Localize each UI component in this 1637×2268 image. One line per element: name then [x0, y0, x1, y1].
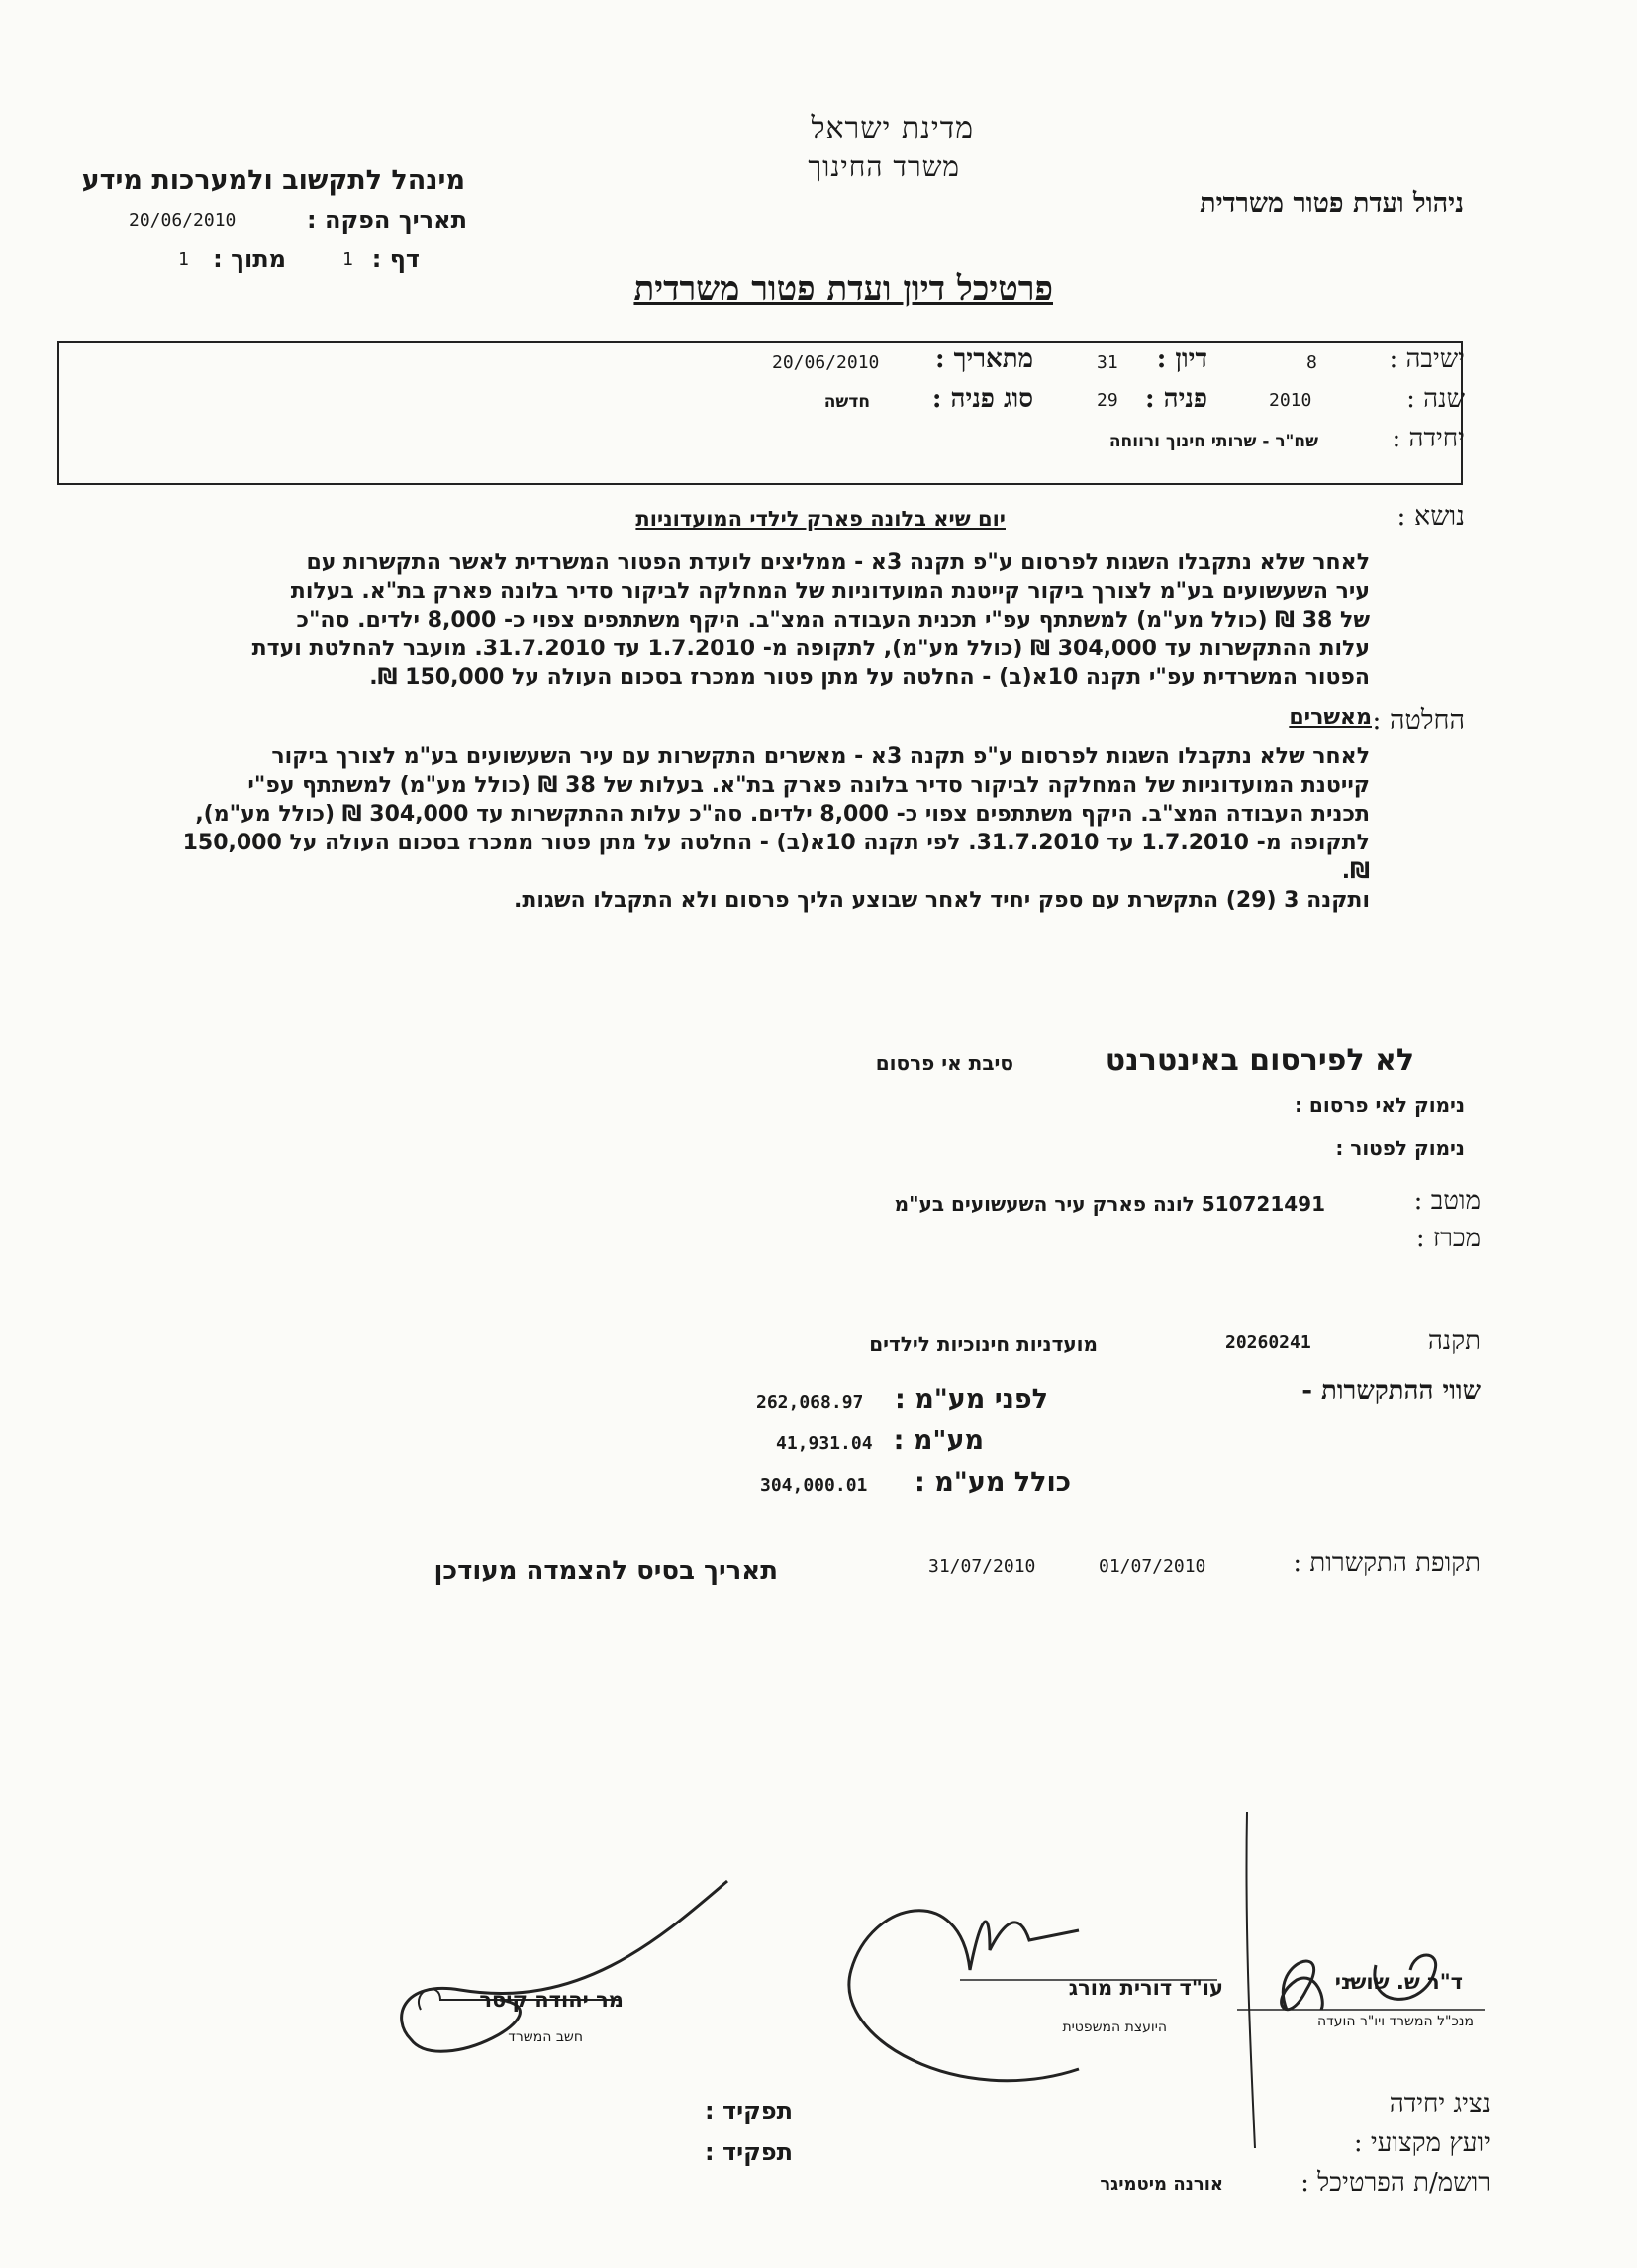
basis-date-label: תאריך בסיס להצמדה מעודכן [433, 1556, 778, 1586]
contract-value-label: שווי ההתקשרות - [1301, 1376, 1481, 1406]
signer-role-kaiser: חשב המשרד [508, 2029, 583, 2045]
of-num: 1 [178, 249, 189, 270]
signer-name-shoshani: ד"ר ש. שושני [1334, 1970, 1463, 1994]
subject-text [162, 548, 1370, 692]
meeting-value: 8 [1306, 352, 1317, 373]
state-name: מדינת ישראל [811, 111, 974, 146]
decision-line: לתקופה מ- 1.7.2010 עד 31.7.2010. לפי תקנה 10א(ב) - החלטה על מתן פטור ממכרז בסכום העולה על 150,000 ₪. [182, 831, 1370, 884]
discussion-label: דיון : [1156, 345, 1207, 374]
decision-line: תכנית העבודה המצ"ב. היקף משתתפים צפוי כ- 8,000 ילדים. סה"כ עלות ההתקשרות עד 304,000 ₪ (כולל מע"מ), [195, 802, 1370, 827]
subject-label: נושא : [1396, 501, 1465, 532]
clause-name: מועדניות חינוכיות לילדים [869, 1332, 1098, 1356]
decision-line: לאחר שלא נתקבלו השגות לפרסום ע"פ תקנה 3א - מאשרים התקשרות עם עיר השעשועים בע"מ לצורך ביקור [271, 744, 1370, 769]
signature-kaiser [381, 1861, 757, 2089]
signer-name-kaiser: מר יהודה קיסר [479, 1988, 624, 2012]
unit-label: יחידה : [1392, 424, 1465, 453]
from-date-value: 20/06/2010 [772, 352, 880, 373]
discussion-value: 31 [1097, 352, 1118, 373]
role-label-1: תפקיד : [705, 2097, 793, 2124]
decision-label: החלטה : [1372, 705, 1465, 736]
decision-title: מאשרים [1289, 705, 1372, 730]
tender-label: מכרז : [1415, 1224, 1481, 1253]
admin-name: מינהל לתקשוב ולמערכות מידע [81, 165, 465, 196]
before-vat-value: 262,068.97 [756, 1392, 864, 1413]
signer-role-morag: היועצת המשפטית [1062, 2020, 1167, 2035]
meeting-info-box [57, 341, 1463, 485]
recorder-label: רושמ/ת הפרטיכל : [1300, 2168, 1491, 2198]
issue-date: 20/06/2010 [129, 210, 237, 231]
page-label: דף : [371, 246, 420, 273]
role-label-2: תפקיד : [705, 2138, 793, 2166]
request-type-value: חדשה [823, 392, 870, 412]
clause-code: 20260241 [1225, 1332, 1311, 1353]
exemption-reason: נימוק לפטור : [1335, 1136, 1465, 1160]
request-value: 29 [1097, 390, 1118, 411]
beneficiary-value: 510721491 לונה פארק עיר השעשועים בע"מ [894, 1192, 1325, 1216]
beneficiary-label: מוטב : [1413, 1186, 1481, 1216]
vat-value: 41,931.04 [776, 1433, 873, 1454]
signer-name-morag: עו"ד דורית מורג [1068, 1976, 1223, 2000]
professional-advisor-label: יועץ מקצועי : [1353, 2128, 1491, 2158]
from-date-label: מתאריך : [935, 345, 1033, 374]
decision-line: קייטנת המועדוניות של המחלקה לביקור סדיר בלונה פארק בת"א. בעלות של 38 ₪ (כולל מע"מ) למשתתף עפ"י [247, 773, 1370, 798]
subject-line: עיר השעשועים בע"מ לצורך ביקור קייטנת המועדוניות של המחלקה לביקור סדיר בלונה פארק בת"א. בעלות [290, 579, 1370, 604]
incl-vat-value: 304,000.01 [760, 1475, 868, 1496]
subject-line: של 38 ₪ (כולל מע"מ) למשתתף עפ"י תכנית העבודה המצ"ב. היקף משתתפים צפוי כ- 8,000 ילדים. סה"כ [296, 608, 1370, 633]
decision-line: ותקנה 3 (29) התקשרת עם ספק יחיד לאחר שבוצע הליך פרסום ולא התקבלו השגות. [514, 888, 1370, 913]
year-label: שנה : [1406, 384, 1465, 414]
subject-line: עלות ההתקשרות עד 304,000 ₪ (כולל מע"מ), לתקופה מ- 1.7.2010 עד 31.7.2010. מועבר להחלטת ועדת [251, 637, 1370, 661]
issue-date-label: תאריך הפקה : [307, 206, 467, 234]
period-label: תקופת התקשרות : [1293, 1548, 1481, 1578]
no-publication-reason: נימוק לאי פרסום : [1294, 1093, 1465, 1117]
vat-label: מע"מ : [893, 1426, 984, 1456]
request-label: פניה : [1144, 384, 1207, 414]
before-vat-label: לפני מע"מ : [895, 1384, 1048, 1415]
non-publication-reason-label: סיבת אי פרסום [875, 1051, 1013, 1075]
unit-rep-label: נציג יחידה [1389, 2089, 1491, 2119]
period-to: 31/07/2010 [928, 1556, 1036, 1577]
of-label: מתוך : [213, 246, 286, 273]
committee-name: ניהול ועדת פטור משרדית [1200, 188, 1464, 219]
clause-label: תקנה [1427, 1327, 1481, 1356]
decision-text [162, 742, 1370, 915]
signer-role-shoshani: מנכ"ל המשרד ויו"ר הועדה [1317, 2014, 1474, 2029]
not-for-internet: לא לפירסום באינטרנט [1105, 1043, 1414, 1078]
meeting-label: ישיבה : [1389, 345, 1465, 374]
unit-value: שח"ר - שרותי חינוך ורווחה [1108, 432, 1318, 451]
recorder-name: אורנה מיטמיגר [1100, 2174, 1223, 2195]
subject-title: יום שיא בלונה פארק לילדי המועדוניות [635, 507, 1006, 531]
ministry-name: משרד החינוך [808, 150, 960, 183]
page-num: 1 [342, 249, 353, 270]
subject-line: הפטור המשרדית עפ"י תקנה 10א(ב) - החלטה על מתן פטור ממכרז בסכום העולה על 150,000 ₪. [369, 665, 1370, 690]
page-title: פרטיכל דיון ועדת פטור משרדית [633, 269, 1053, 309]
year-value: 2010 [1269, 390, 1312, 411]
request-type-label: סוג פניה : [931, 384, 1033, 414]
period-from: 01/07/2010 [1099, 1556, 1206, 1577]
incl-vat-label: כולל מע"מ : [915, 1467, 1071, 1498]
subject-line: לאחר שלא נתקבלו השגות לפרסום ע"פ תקנה 3א - ממליצים לועדת הפטור המשרדית לאשר התקשרות עם [306, 550, 1370, 575]
